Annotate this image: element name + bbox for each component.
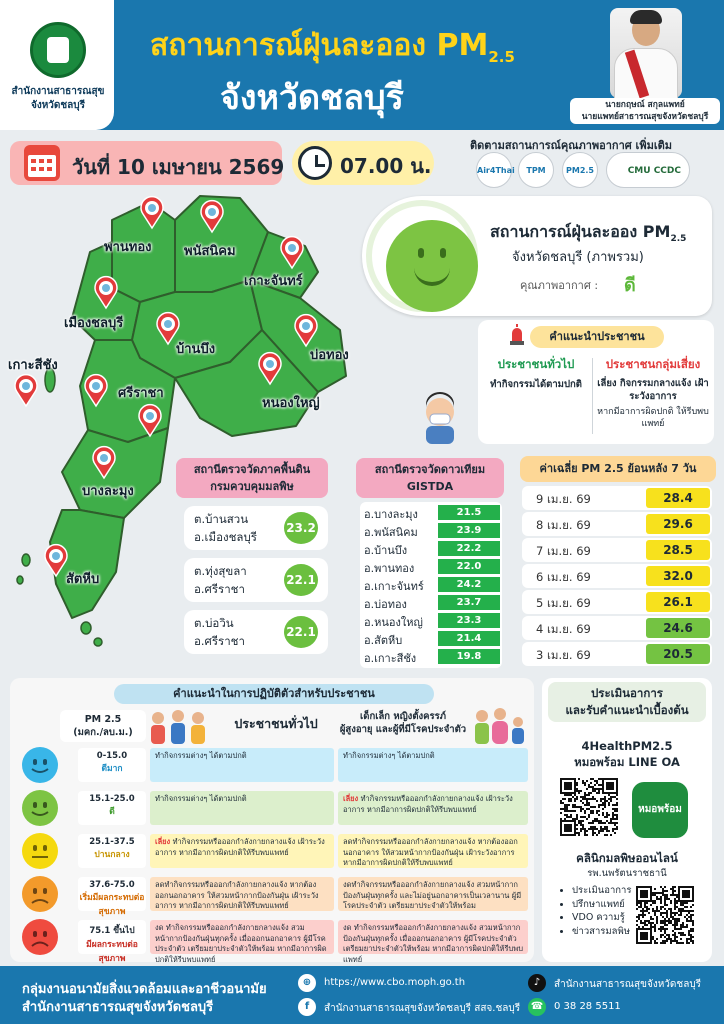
advice-risk-note: หากมีอาการผิดปกติ ให้รีบพบแพทย์	[597, 407, 709, 429]
child-mask-icon	[418, 392, 462, 444]
service-item: • ข่าวสารมลพิษ	[572, 925, 631, 939]
district-label: พนัสนิคม	[184, 244, 236, 259]
advice-risk-cell: ลดทำกิจกรรมหรือออกกำลังกายกลางแจ้ง หากต้องออกนอกอาคาร ให้สวมหน้ากากป้องกันฝุ่น เฝ้าระวังอาการ หากมีอาการผิดปกติให้รีบพบแพทย์	[338, 834, 528, 868]
clinic-qr-code[interactable]	[636, 886, 694, 944]
page-title-province: จังหวัดชลบุรี	[220, 78, 404, 118]
district-label: บ่อทอง	[310, 348, 349, 363]
org-name-line2: จังหวัดชลบุรี	[30, 100, 86, 111]
district-label: เกาะจันทร์	[244, 274, 303, 289]
avg7-value: 28.4	[646, 488, 710, 508]
phone-number[interactable]: 0 38 28 5511	[554, 1001, 621, 1012]
avg7-value: 29.6	[646, 514, 710, 534]
doctor-position: นายแพทย์สาธารณสุขจังหวัดชลบุรี	[581, 112, 709, 122]
aqi-level: เริ่มมีผลกระทบต่อสุขภาพ	[79, 893, 145, 917]
advice-general-cell: ทำกิจกรรมต่างๆ ได้ตามปกติ	[150, 791, 334, 825]
pm-range: 15.1-25.0 ดี	[78, 791, 146, 825]
facebook-link[interactable]: สำนักงานสาธารณสุขจังหวัดชลบุรี สสจ.ชลบุรี	[324, 1003, 521, 1014]
avg7-date: 6 เม.ย. 69	[536, 570, 591, 584]
advice-general-text: ทำกิจกรรมได้ตามปกติ	[490, 379, 582, 390]
advice-risk-text: เลี่ยง กิจกรรมกลางแจ้ง เฝ้าระวังอาการ	[597, 378, 709, 402]
overall-status-card	[362, 196, 712, 316]
avg7-row	[522, 538, 712, 562]
air4thai-app-icon[interactable]: Air4Thai	[476, 152, 512, 188]
overall-title: สถานการณ์ฝุ่นละออง $PM_{2.5}$	[490, 222, 687, 245]
recommendation-row	[12, 918, 532, 964]
avg7-date: 7 เม.ย. 69	[536, 544, 591, 558]
pm-value-badge: 22.1	[284, 616, 318, 648]
pm-value-badge: 23.2	[284, 512, 318, 544]
recommendation-title: คำแนะนำในการปฏิบัติตัวสำหรับประชาชน	[114, 684, 434, 704]
time-pill	[292, 141, 434, 185]
overall-subtitle: จังหวัดชลบุรี (ภาพรวม)	[512, 250, 644, 265]
district-label: เมืองชลบุรี	[64, 316, 124, 331]
alarm-light-icon	[508, 324, 526, 346]
avg7-row	[522, 616, 712, 640]
avg7-date: 9 เม.ย. 69	[536, 492, 591, 506]
risk-group-icon	[470, 704, 530, 744]
tpm-app-icon[interactable]: TPM	[518, 152, 554, 188]
aqi-level: ดี	[109, 807, 115, 817]
mor-prom-logo[interactable]: หมอพร้อม	[632, 782, 688, 838]
quality-value: ดี	[624, 275, 636, 296]
service-item: • ปรึกษาแพทย์	[572, 898, 631, 912]
district-label: บ้านบึง	[176, 342, 216, 357]
recommendation-row	[12, 746, 532, 786]
avg7-date: 3 เม.ย. 69	[536, 648, 591, 662]
website-link[interactable]: https://www.cbo.moph.go.th	[324, 977, 466, 988]
aqi-face-icon	[22, 790, 58, 826]
quality-label: คุณภาพอากาศ :	[520, 279, 599, 292]
satellite-row: อ.พนัสนิคม 23.9	[360, 522, 502, 539]
globe-icon: ⊕	[298, 974, 316, 992]
footer-org-line2: สำนักงานสาธารณสุขจังหวัดชลบุรี	[22, 1000, 214, 1015]
pm25-app-icon[interactable]: PM2.5	[562, 152, 598, 188]
satellite-row: อ.บางละมุง 21.5	[360, 504, 502, 521]
advice-risk-title: ประชาชนกลุ่มเสี่ยง	[605, 357, 701, 371]
smiley-face-icon	[386, 220, 478, 312]
column-header-risk: เด็กเล็ก หญิงตั้งครรภ์ ผู้สูงอายุ และผู้ที่มีโรคประจำตัว	[339, 711, 467, 735]
satellite-row: อ.พานทอง 22.0	[360, 558, 502, 575]
ground-station-header: สถานีตรวจวัดภาคพื้นดิน กรมควบคุมมลพิษ	[176, 458, 328, 498]
column-header-pm: PM 2.5 (มคก./ลบ.ม.)	[60, 710, 146, 742]
avg7-value: 32.0	[646, 566, 710, 586]
doctor-name-card	[570, 98, 720, 124]
evaluate-header: ประเมินอาการ และรับคำแนะนำเบื้องต้น	[548, 682, 706, 722]
district-label: ศรีราชา	[118, 386, 164, 401]
doctor-name: นายกฤษณ์ สกุลแพทย์	[605, 100, 685, 110]
tiktok-link[interactable]: สำนักงานสาธารณสุขจังหวัดชลบุรี	[554, 979, 702, 990]
avg7-row	[522, 486, 712, 510]
org-name-line1: สำนักงานสาธารณสุข	[11, 86, 105, 97]
avg7-date: 8 เม.ย. 69	[536, 518, 591, 532]
divider	[592, 358, 593, 434]
aqi-face-icon	[22, 919, 58, 955]
date-pill	[10, 141, 285, 185]
advice-risk-cell: เลี่ยง ทำกิจกรรมหรือออกกำลังกายกลางแจ้ง เฝ้าระวังอาการ หากมีอาการผิดปกติให้รีบพบแพทย์	[338, 791, 528, 825]
people-group-icon	[146, 708, 210, 744]
pm-range: 37.6-75.0 เริ่มมีผลกระทบต่อสุขภาพ	[78, 877, 146, 911]
aqi-level: มีผลกระทบต่อสุขภาพ	[86, 940, 138, 964]
satellite-header: สถานีตรวจวัดดาวเทียม GISTDA	[356, 458, 504, 498]
pm-range: 75.1 ขึ้นไป มีผลกระทบต่อสุขภาพ	[78, 920, 146, 954]
satellite-row: อ.บ้านบึง 22.2	[360, 540, 502, 557]
report-time: 07.00 น.	[340, 154, 432, 178]
recommendation-row	[12, 832, 532, 872]
ground-station-card: ต.ทุ่งสุขลา อ.ศรีราชา 22.1	[184, 558, 328, 602]
satellite-list	[360, 502, 502, 668]
line-oa-qr-code[interactable]	[560, 778, 618, 836]
advice-risk-cell: งด ทำกิจกรรมหรือออกกำลังกายกลางแจ้ง สวมหน้ากากป้องกันฝุ่นทุกครั้ง เมื่อออกนอกอาคาร ผู้มีโรคประจำตัว เตรียมยาประจำตัวให้พร้อม หากมีอาการผิดปกติให้รีบพบแพทย์	[338, 920, 528, 954]
service-item: • ประเมินอาการ	[572, 884, 631, 898]
advice-general-cell: ทำกิจกรรมต่างๆ ได้ตามปกติ	[150, 748, 334, 782]
phone-icon: ☎	[528, 998, 546, 1016]
aqi-level: ปานกลาง	[94, 850, 130, 860]
satellite-row: อ.เกาะสีชัง 19.8	[360, 648, 502, 665]
tiktok-icon: ♪	[528, 974, 546, 992]
ground-station-card: ต.บ้านสวน อ.เมืองชลบุรี 23.2	[184, 506, 328, 550]
advice-risk-cell: ทำกิจกรรมต่างๆ ได้ตามปกติ	[338, 748, 528, 782]
district-label: หนองใหญ่	[262, 396, 320, 411]
avg7-date: 5 เม.ย. 69	[536, 596, 591, 610]
avg7-value: 28.5	[646, 540, 710, 560]
satellite-row: อ.เกาะจันทร์ 24.2	[360, 576, 502, 593]
cmu-ccdc-app-icon[interactable]: CMU CCDC	[606, 152, 690, 188]
aqi-face-icon	[22, 747, 58, 783]
avg7-value: 24.6	[646, 618, 710, 638]
district-label: พานทอง	[104, 240, 152, 255]
avg7-row	[522, 512, 712, 536]
avg7-row	[522, 564, 712, 588]
advice-general-cell: เลี่ยง ทำกิจกรรมหรือออกกำลังกายกลางแจ้ง เฝ้าระวังอาการ หากมีอาการผิดปกติให้รีบพบแพทย์	[150, 834, 334, 868]
satellite-row: อ.หนองใหญ่ 23.3	[360, 612, 502, 629]
service-list	[560, 884, 631, 938]
advice-header: คำแนะนำประชาชน	[530, 326, 664, 348]
station-pin-icon	[15, 375, 37, 406]
pm-range: 0-15.0 ดีมาก	[78, 748, 146, 782]
doctor-portrait	[610, 8, 682, 98]
pm-range: 25.1-37.5 ปานกลาง	[78, 834, 146, 868]
aqi-level: ดีมาก	[101, 764, 123, 774]
district-label: สัตหีบ	[66, 572, 100, 587]
evaluate-app: 4HealthPM2.5 หมอพร้อม LINE OA	[574, 739, 680, 769]
aqi-face-icon	[22, 876, 58, 912]
avg7-value: 20.5	[646, 644, 710, 664]
clinic-subtitle: รพ.นพรัตนราชธานี	[587, 868, 667, 879]
avg7-header: ค่าเฉลี่ย PM 2.5 ย้อนหลัง 7 วัน	[520, 456, 716, 482]
recommendation-row	[12, 789, 532, 829]
advice-general-cell: ลดทำกิจกรรมหรือออกกำลังกายกลางแจ้ง หากต้องออกนอกอาคาร ให้สวมหน้ากากป้องกันฝุ่น เฝ้าระวังอาการ หากมีอาการผิดปกติให้รีบพบแพทย์	[150, 877, 334, 911]
avg7-date: 4 เม.ย. 69	[536, 622, 591, 636]
page-title: สถานการณ์ฝุ่นละออง $PM_{2.5}$	[150, 28, 515, 66]
avg7-row	[522, 590, 712, 614]
footer-org-line1: กลุ่มงานอนามัยสิ่งแวดล้อมและอาชีวอนามัย	[22, 982, 267, 997]
district-label: บางละมุง	[82, 484, 134, 499]
pm-value-badge: 22.1	[284, 564, 318, 596]
facebook-icon: f	[298, 998, 316, 1016]
service-item: • VDO ความรู้	[572, 911, 631, 925]
ground-station-card: ต.บ่อวิน อ.ศรีราชา 22.1	[184, 610, 328, 654]
avg7-row	[522, 642, 712, 666]
district-label: เกาะสีชัง	[8, 358, 58, 373]
advice-general-title: ประชาชนทั่วไป	[497, 357, 575, 371]
province-map	[0, 180, 360, 680]
calendar-icon	[24, 145, 60, 181]
region-banglamung	[62, 428, 168, 518]
satellite-row: อ.สัตหีบ 21.4	[360, 630, 502, 647]
advice-risk-cell: งดทำกิจกรรมหรือออกกำลังกายกลางแจ้ง สวมหน้ากากป้องกันฝุ่นทุกครั้ง และไม่อยู่นอกอาคารเป็นเวลานาน ผู้มีโรคประจำตัว เตรียมยาประจำตัวให้พร้อม	[338, 877, 528, 911]
moph-logo	[30, 22, 86, 78]
avg7-value: 26.1	[646, 592, 710, 612]
recommendation-row	[12, 875, 532, 915]
report-date: วันที่ 10 เมษายน 2569	[72, 155, 285, 179]
logo-box	[0, 0, 114, 130]
satellite-row: อ.บ่อทอง 23.7	[360, 594, 502, 611]
clinic-title: คลินิกมลพิษออนไลน์	[576, 851, 678, 865]
clock-icon	[298, 146, 332, 180]
aqi-face-icon	[22, 833, 58, 869]
advice-general-cell: งด ทำกิจกรรมหรือออกกำลังกายกลางแจ้ง สวมหน้ากากป้องกันฝุ่นทุกครั้ง เมื่อออกนอกอาคาร ผู้มีโรคประจำตัว เตรียมยาประจำตัวให้พร้อม หากมีอาการผิดปกติให้รีบพบแพทย์	[150, 920, 334, 954]
follow-more-text: ติดตามสถานการณ์คุณภาพอากาศ เพิ่มเติม	[470, 139, 672, 152]
column-header-general: ประชาชนทั่วไป	[234, 716, 318, 731]
